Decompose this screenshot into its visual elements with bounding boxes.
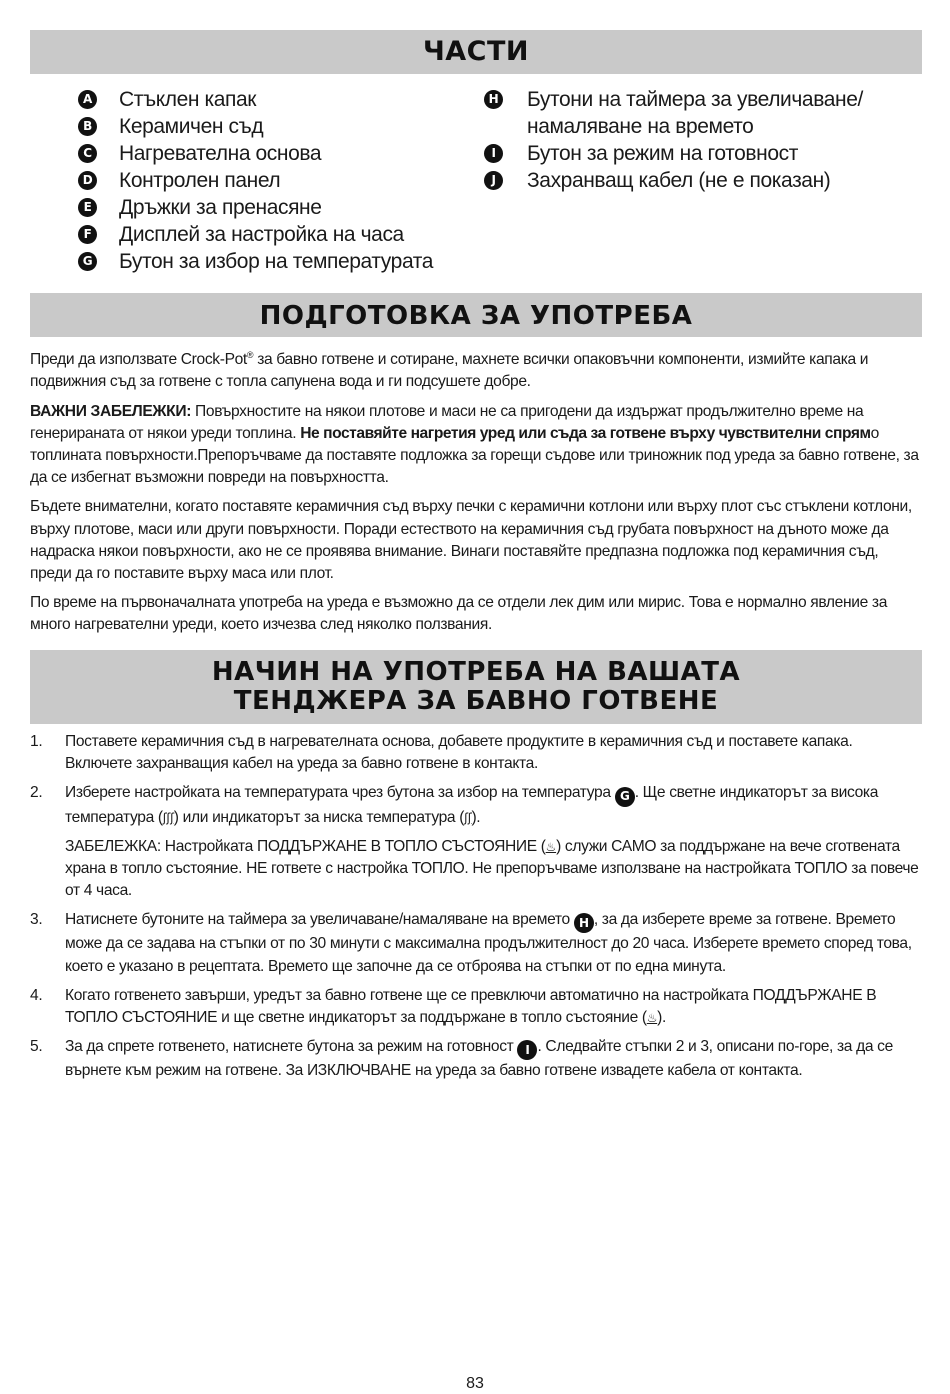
prep-paragraph-1: Преди да използвате Crock-Pot® за бавно готвене и сотиране, махнете всички опаковъчни компоненти, измийте капака и подвижния съд за готвене с топла сапунена вода и ги подсушете добре. <box>30 350 869 391</box>
letter-i-badge: I <box>517 1040 537 1060</box>
part-item-i <box>484 140 924 167</box>
preparation-body <box>30 344 922 644</box>
warm-note: ЗАБЕЛЕЖКА: Настройката ПОДДЪРЖАНЕ В ТОПЛО СЪСТОЯНИЕ (♨) служи САМО за поддържане на вече сготвената храна в топло състояние. НЕ гответе с настройка ТОПЛО. Не препоръчваме използване на настройката ТОПЛО за повече от 4 часа. <box>65 837 919 900</box>
part-label: Бутон за избор на температурата <box>119 250 434 273</box>
usage-heading: НАЧИН НА УПОТРЕБА НА ВАШАТА ТЕНДЖЕРА ЗА БАВНО ГОТВЕНЕ <box>30 650 922 724</box>
part-item-e <box>78 194 458 221</box>
preparation-heading: ПОДГОТОВКА ЗА УПОТРЕБА <box>30 293 922 337</box>
part-item-h <box>484 86 924 140</box>
part-label: Контролен панел <box>119 169 281 192</box>
part-label: Бутон за режим на готовност <box>527 142 798 165</box>
part-item-d <box>78 167 458 194</box>
usage-steps <box>30 731 922 1090</box>
keep-warm-icon: ♨ <box>646 1011 658 1026</box>
letter-f-badge: F <box>78 225 97 244</box>
part-label: Керамичен съд <box>119 115 264 138</box>
part-label: Дисплей за настройка на часа <box>119 223 404 246</box>
part-label: Бутони на таймера за увеличаване/ намаляване на времето <box>527 88 863 138</box>
parts-list-left <box>78 86 458 275</box>
part-item-a <box>78 86 458 113</box>
letter-c-badge: C <box>78 144 97 163</box>
prep-paragraph-3: Бъдете внимателни, когато поставяте керамичния съд върху печки с керамични котлони или върху плот със стъклени котлони, върху плотове, маси или други повърхности. Поради естеството на керамичния съд грубата повърхност на дъното може да надраска някои повърхности, ако не се проявява внимание. Винаги поставяйте предпазна подложка под керамичния съд, преди да го поставите върху маса или плот. <box>30 498 912 583</box>
step-4: 4. Когато готвенето завърши, уредът за бавно готвене ще се превключи автоматично на настройката ПОДДЪРЖАНЕ В ТОПЛО СЪСТОЯНИЕ и ще светне индикаторът за поддържане в топло състояние (♨). <box>30 986 877 1027</box>
part-label: Захранващ кабел (не е показан) <box>527 169 831 192</box>
prep-paragraph-4: По време на първоначалната употреба на уреда е възможно да се отдели лек дим или мирис. Това е нормално явление за много нагревателни уреди, което изчезва след няколко ползвания. <box>30 594 888 634</box>
letter-d-badge: D <box>78 171 97 190</box>
part-item-c <box>78 140 458 167</box>
parts-list-right <box>484 86 924 194</box>
step-3: 3. Натиснете бутоните на таймера за увеличаване/намаляване на времето H , за да изберете време за готвене. Времето може да се задава на стъпки от по 30 минути с максимална продължителност до 20 часа. Изберете времето според това, което е указано в рецептата. Времето ще започне да се отброява на стъпки от по една минута. <box>30 911 912 975</box>
part-label: Нагревателна основа <box>119 142 322 165</box>
part-label: Дръжки за пренасяне <box>119 196 322 219</box>
keep-warm-icon: ♨ <box>545 839 557 854</box>
high-temp-icon: ʃʃʃ <box>162 810 174 825</box>
letter-a-badge: A <box>78 90 97 109</box>
important-notes-label: ВАЖНИ ЗАБЕЛЕЖКИ: <box>30 402 192 420</box>
part-label: Стъклен капак <box>119 88 257 111</box>
letter-g-badge: G <box>78 252 97 271</box>
letter-h-badge: H <box>484 90 503 109</box>
step-2: 2. Изберете настройката на температурата чрез бутона за избор на температура G . Ще светне индикаторът за висока температура (ʃʃʃ) или индикаторът за ниска температура (ʃʃ). ЗАБЕЛЕЖКА: Настройката ПОДДЪРЖАНЕ В ТОПЛО СЪСТОЯНИЕ (♨) служи САМО за поддържане на вече сготвената храна в топло състояние. НЕ гответе с настройка ТОПЛО. Не препоръчваме използване на настройката ТОПЛО за повече от 4 часа. <box>30 782 922 902</box>
part-item-j <box>484 167 924 194</box>
parts-heading: ЧАСТИ <box>30 30 922 74</box>
step-1: 1. Поставете керамичния съд в нагревателната основа, добавете продуктите в керамичния съд и поставете капака. Включете захранващия кабел на уреда за бавно готвене в контакта. <box>30 733 853 773</box>
letter-i-badge: I <box>484 144 503 163</box>
low-temp-icon: ʃʃ <box>464 810 472 825</box>
letter-j-badge: J <box>484 171 503 190</box>
part-item-g <box>78 248 458 275</box>
part-item-b <box>78 113 458 140</box>
part-item-f <box>78 221 458 248</box>
letter-e-badge: E <box>78 198 97 217</box>
letter-h-badge: H <box>574 913 594 933</box>
prep-paragraph-2: ВАЖНИ ЗАБЕЛЕЖКИ: Повърхностите на някои плотове и маси не са пригодени да издържат продължително време на генерираната от някои уреди топлина. Не поставяйте нагретия уред или съда за готвене върху чувствителни спрямо топлината повърхности.Препоръчваме да поставяте подложка за горещи съдове или триножник под уреда за бавно готвене, за да се избегнат възможни повреди на повърхността. <box>30 402 919 487</box>
letter-b-badge: B <box>78 117 97 136</box>
page-number: 83 <box>466 1375 484 1392</box>
step-5: 5. За да спрете готвенето, натиснете бутона за режим на готовност I . Следвайте стъпки 2 и 3, описани по-горе, за да се върнете към режим на готвене. За ИЗКЛЮЧВАНЕ на уреда за бавно готвене извадете кабела от контакта. <box>30 1038 893 1080</box>
letter-g-badge: G <box>615 787 635 807</box>
